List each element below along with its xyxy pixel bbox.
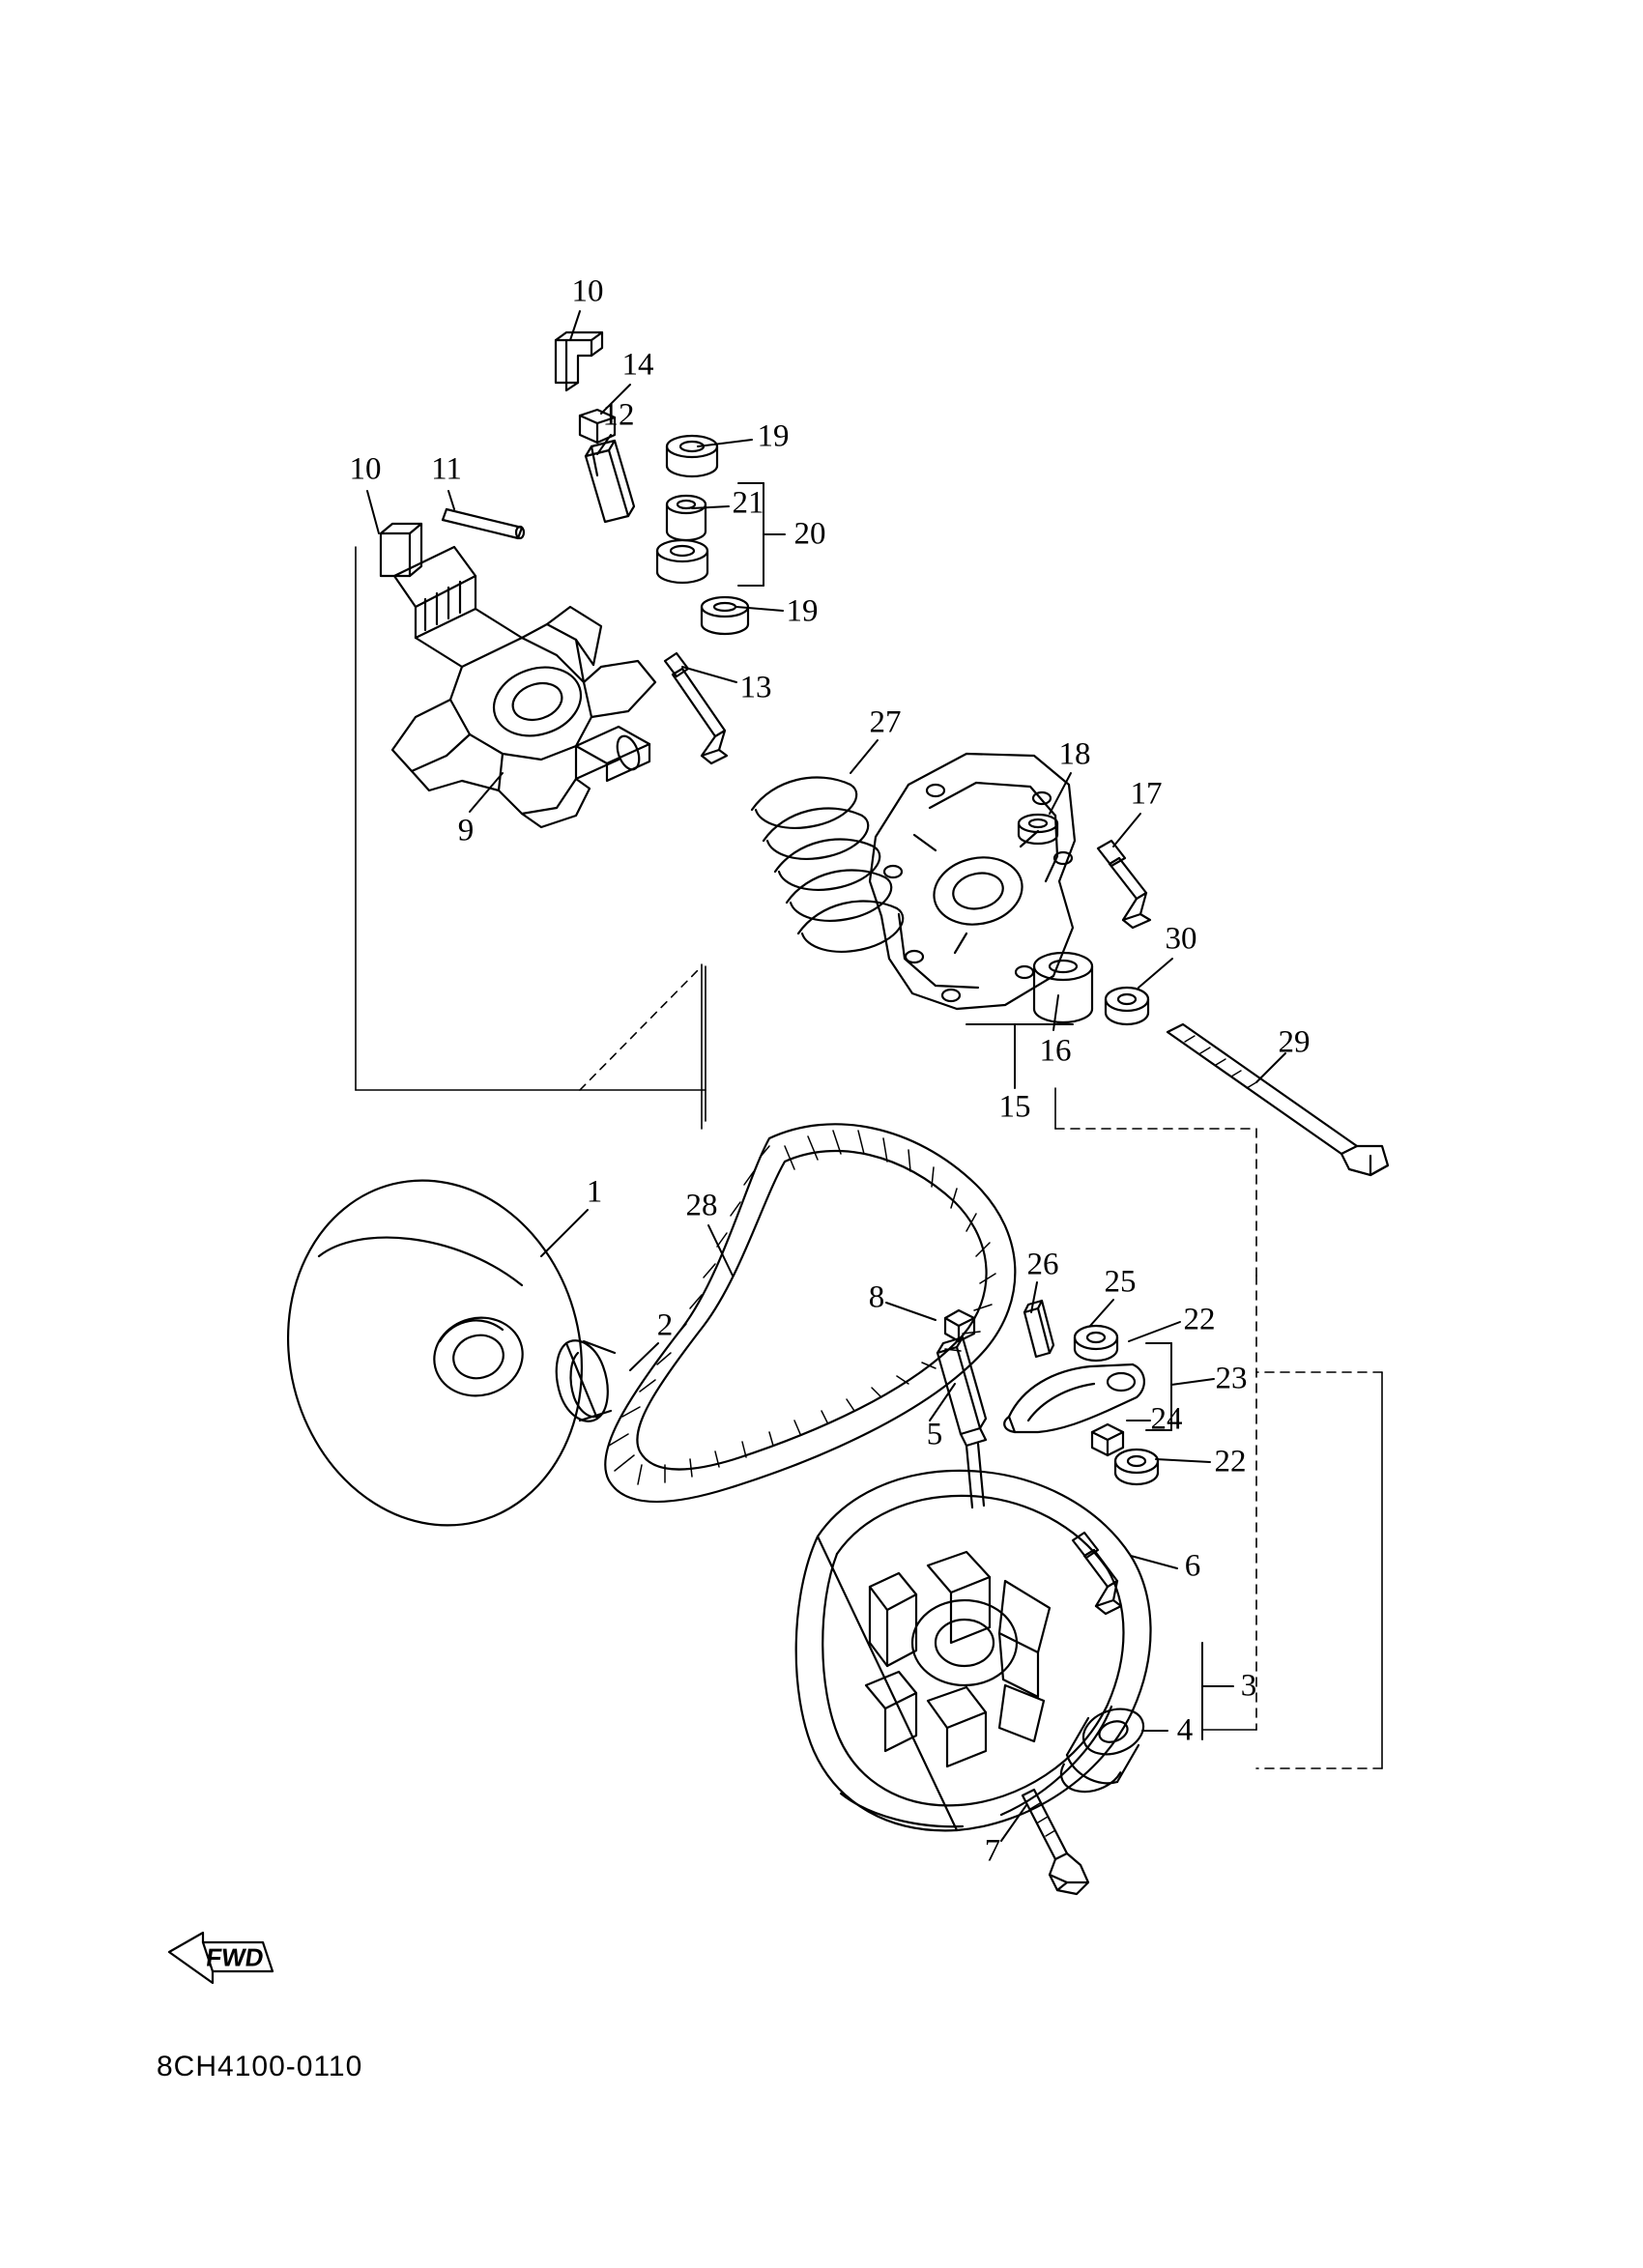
callout-number: 2 bbox=[656, 1307, 674, 1343]
callout-number: 30 bbox=[1165, 921, 1197, 957]
callout-number: 28 bbox=[685, 1188, 718, 1223]
callout-number: 11 bbox=[431, 451, 462, 487]
callout-number: 10 bbox=[571, 273, 604, 309]
callout-number: 15 bbox=[998, 1089, 1031, 1125]
callout-number: 6 bbox=[1184, 1548, 1201, 1584]
callout-number: 16 bbox=[1039, 1033, 1072, 1069]
callout-number: 17 bbox=[1130, 776, 1163, 812]
callout-number: 3 bbox=[1240, 1668, 1257, 1704]
callout-number: 8 bbox=[868, 1279, 885, 1315]
callout-number: 23 bbox=[1215, 1361, 1248, 1396]
callout-number: 24 bbox=[1150, 1401, 1183, 1437]
callout-number: 22 bbox=[1183, 1302, 1216, 1337]
callout-number: 18 bbox=[1058, 736, 1091, 772]
callout-number: 13 bbox=[739, 670, 772, 705]
callout-number: 5 bbox=[926, 1417, 943, 1452]
callout-number: 4 bbox=[1176, 1712, 1194, 1748]
callout-number: 1 bbox=[586, 1174, 603, 1210]
callout-number: 10 bbox=[349, 451, 382, 487]
fwd-direction-label: FWD bbox=[204, 1942, 266, 1972]
callout-number: 22 bbox=[1214, 1444, 1247, 1479]
callout-number: 12 bbox=[602, 397, 635, 433]
callout-number: 26 bbox=[1026, 1247, 1059, 1282]
callout-number: 20 bbox=[793, 516, 826, 552]
callout-number: 14 bbox=[621, 347, 654, 383]
callout-number: 25 bbox=[1104, 1264, 1137, 1300]
callout-number: 9 bbox=[457, 813, 475, 848]
callout-number: 27 bbox=[869, 704, 902, 740]
callout-number: 29 bbox=[1278, 1024, 1311, 1060]
callout-number: 19 bbox=[757, 418, 790, 454]
callout-number: 21 bbox=[732, 485, 764, 521]
callout-number: 7 bbox=[984, 1833, 1001, 1869]
callout-number: 19 bbox=[786, 593, 819, 629]
diagram-part-number: 8CH4100-0110 bbox=[157, 2051, 363, 2082]
